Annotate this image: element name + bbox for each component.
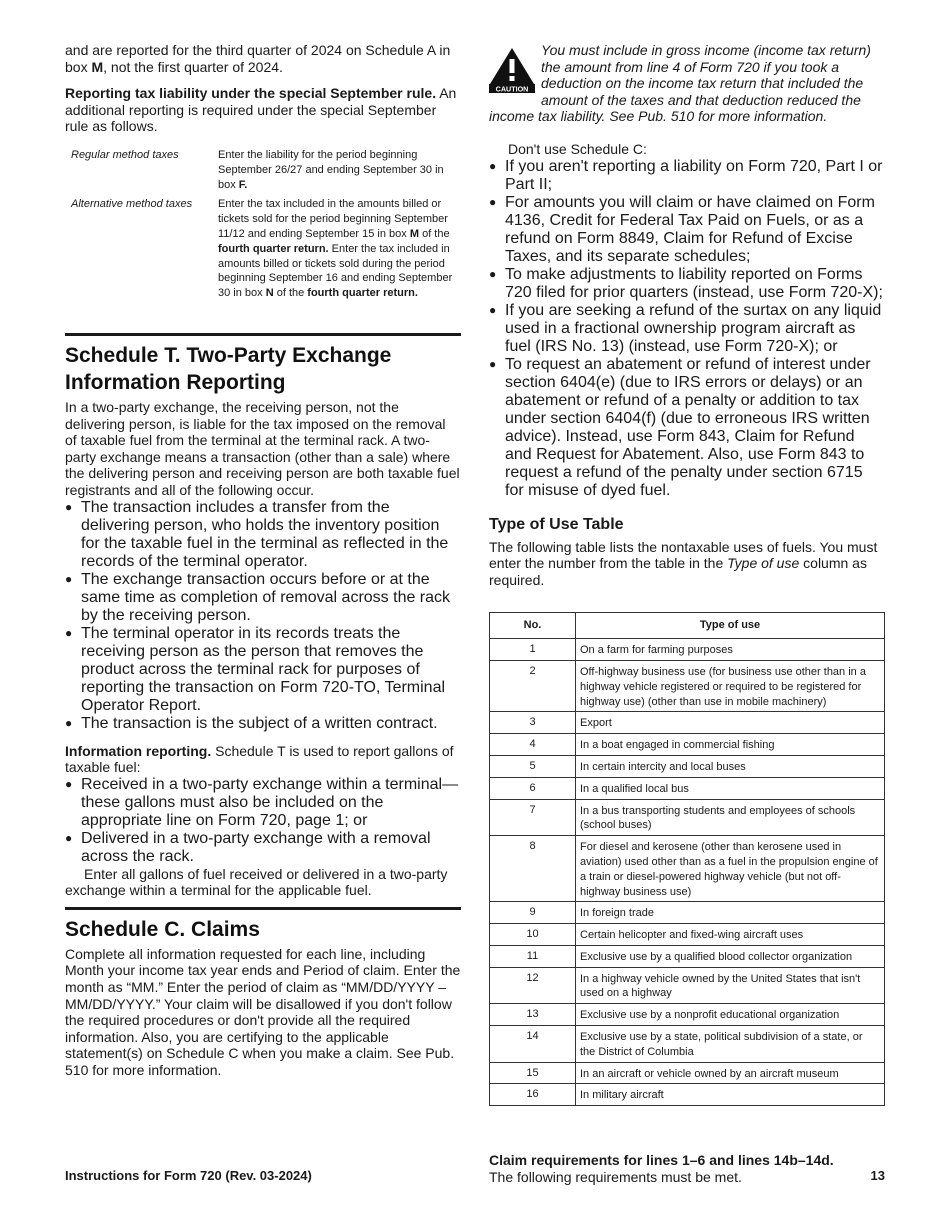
type-of-use-paragraph: The following table lists the nontaxable uses of fuels. You must enter the number from the table in the Type of use column as required. bbox=[489, 538, 878, 588]
intro-paragraph: and are reported for the third quarter of 2024 on Schedule A in box M, not the first quarter of 2024. bbox=[65, 42, 451, 75]
schedule-c-section bbox=[65, 907, 461, 1079]
use-description-cell: In certain intercity and local buses bbox=[576, 755, 885, 777]
use-description-cell: In a qualified local bus bbox=[576, 777, 885, 799]
use-number-cell: 2 bbox=[490, 660, 576, 711]
use-number-cell: 15 bbox=[490, 1062, 576, 1084]
list-item: ● To make adjustments to liability reported on Forms 720 filed for prior quarters (instead, use Form 720-X); bbox=[489, 265, 883, 301]
list-item: ● The exchange transaction occurs before or at the same time as completion of removal across the rack by the receiving person. bbox=[65, 570, 451, 624]
list-item: ● If you aren't reporting a liability on Form 720, Part I or Part II; bbox=[489, 157, 883, 193]
information-reporting-paragraph: Information reporting. Schedule T is used to report gallons of taxable fuel: bbox=[65, 742, 454, 776]
schedule-c-paragraph: Complete all information requested for each line, including Month your income tax year ends and Period of claim. Enter the month as “MM.” Enter the period of claim as “MM/DD/YYYY – MM/DD/YYYY.” Your claim will be disallowed if you don't follow the required procedures or don't provide all the required information. Also, you are certifying to the applicable statement(s) on Schedule C when you make a claim. See Pub. 510 for more information. bbox=[65, 945, 461, 1079]
use-number-cell: 11 bbox=[490, 945, 576, 967]
table-row bbox=[490, 712, 885, 734]
use-description-cell: In a boat engaged in commercial fishing bbox=[576, 734, 885, 756]
table-row bbox=[490, 660, 885, 711]
schedule-t-title: Schedule T. Two-Party Exchange Information Reporting bbox=[65, 343, 392, 394]
list-item: ● The transaction includes a transfer from the delivering person, who holds the inventory position for the taxable fuel in the terminal as reflected in the records of the terminal operator. bbox=[65, 498, 449, 570]
use-number-cell: 16 bbox=[490, 1084, 576, 1106]
use-description-cell: In an aircraft or vehicle owned by an aircraft museum bbox=[576, 1062, 885, 1084]
table-row bbox=[490, 639, 885, 661]
left-column bbox=[65, 42, 461, 1079]
use-number-cell: 4 bbox=[490, 734, 576, 756]
claim-requirements-paragraph: Claim requirements for lines 1–6 and lines 14b–14d. The following requirements must be met. bbox=[489, 1152, 834, 1185]
use-description-cell: Exclusive use by a nonprofit educational organization bbox=[576, 1004, 885, 1026]
september-rule-heading: Reporting tax liability under the special September rule. bbox=[65, 85, 437, 102]
column-header-no: No. bbox=[490, 613, 576, 639]
use-description-cell: On a farm for farming purposes bbox=[576, 639, 885, 661]
use-description-cell: In a bus transporting students and employees of schools (school buses) bbox=[576, 799, 885, 836]
schedule-t-section bbox=[65, 333, 461, 899]
use-number-cell: 7 bbox=[490, 799, 576, 836]
use-description-cell: Exclusive use by a state, political subdivision of a state, or the District of Columbia bbox=[576, 1026, 885, 1063]
caution-icon bbox=[489, 47, 535, 93]
table-row bbox=[490, 1084, 885, 1106]
use-number-cell: 12 bbox=[490, 967, 576, 1004]
use-description-cell: Export bbox=[576, 712, 885, 734]
use-number-cell: 5 bbox=[490, 755, 576, 777]
table-row bbox=[490, 1004, 885, 1026]
table-row bbox=[490, 1026, 885, 1063]
september-rule-paragraph: Reporting tax liability under the special September rule. An additional reporting is required under the special September rule as follows. bbox=[65, 85, 457, 135]
use-description-cell: In foreign trade bbox=[576, 902, 885, 924]
rule-row-regular: Regular method taxes Enter the liability for the period beginning September 26/27 and ending September 30 in box F. bbox=[71, 148, 444, 191]
use-description-cell: Certain helicopter and fixed-wing aircraft uses bbox=[576, 924, 885, 946]
list-item: ● Received in a two-party exchange within a terminal—these gallons must also be included on the appropriate line on Form 720, page 1; or bbox=[65, 775, 459, 829]
list-item: ● If you are seeking a refund of the surtax on any liquid used in a fractional ownership program aircraft as fuel (IRS No. 13) (instead, use Form 720-X); or bbox=[489, 301, 882, 355]
footer-title: Instructions for Form 720 (Rev. 03-2024) bbox=[65, 1168, 312, 1183]
type-of-use-title: Type of Use Table bbox=[489, 515, 624, 533]
use-number-cell: 9 bbox=[490, 902, 576, 924]
use-number-cell: 1 bbox=[490, 639, 576, 661]
rule-row-alternative: Alternative method taxes Enter the tax included in the amounts billed or tickets sold for the period beginning September 11/12 and ending September 15 in box M of the fourth quarter return. Enter the tax included in amounts billed or tickets sold during the period beginning September 16 and ending September 30 in box N of the fourth quarter return. bbox=[71, 198, 453, 300]
list-item: ● The terminal operator in its records treats the receiving person as the person that removes the product across the terminal rack for purposes of reporting the transaction on Form 720-TO, Terminal Operator Report. bbox=[65, 624, 446, 714]
use-number-cell: 8 bbox=[490, 836, 576, 902]
caution-text: You must include in gross income (income tax return) the amount from line 4 of Form 720 if you took a deduction on the income tax return that included the amount of the taxes and that deduction reduced the income tax liability. See Pub. 510 for more information. bbox=[489, 42, 871, 125]
page-number: 13 bbox=[870, 1168, 885, 1183]
enter-gallons-paragraph: Enter all gallons of fuel received or delivered in a two-party exchange within a terminal for the applicable fuel. bbox=[65, 865, 448, 899]
use-number-cell: 13 bbox=[490, 1004, 576, 1026]
table-row bbox=[490, 799, 885, 836]
page-footer bbox=[65, 1168, 885, 1183]
list-item: ● To request an abatement or refund of interest under section 6404(e) (due to IRS errors or delays) or an abatement or refund of a penalty or addition to tax under section 6404(f) (due to erroneous IRS written advice). Instead, use Form 843, Claim for Refund and Request for Abatement. Also, use Form 843 to request a refund of the penalty under section 6715 for misuse of dyed fuel. bbox=[489, 355, 871, 499]
use-number-cell: 6 bbox=[490, 777, 576, 799]
list-item: ● The transaction is the subject of a written contract. bbox=[65, 714, 438, 732]
schedule-c-title: Schedule C. Claims bbox=[65, 917, 260, 941]
table-row bbox=[490, 734, 885, 756]
table-row bbox=[490, 755, 885, 777]
table-row bbox=[490, 924, 885, 946]
table-row bbox=[490, 902, 885, 924]
table-row bbox=[490, 836, 885, 902]
caution-box bbox=[489, 42, 885, 125]
use-description-cell: Exclusive use by a qualified blood collector organization bbox=[576, 945, 885, 967]
table-row bbox=[490, 967, 885, 1004]
use-number-cell: 10 bbox=[490, 924, 576, 946]
table-row bbox=[490, 1062, 885, 1084]
use-number-cell: 14 bbox=[490, 1026, 576, 1063]
table-row bbox=[490, 945, 885, 967]
svg-text:CAUTION: CAUTION bbox=[495, 84, 529, 93]
list-item: ● Delivered in a two-party exchange with a removal across the rack. bbox=[65, 829, 431, 865]
september-rule-table bbox=[65, 148, 461, 301]
use-description-cell: For diesel and kerosene (other than kerosene used in aviation) used other than as a fuel in the propulsion engine of a train or diesel-powered highway vehicle (but not off-highway business use) bbox=[576, 836, 885, 902]
type-of-use-table bbox=[489, 612, 885, 1106]
table-header-row bbox=[490, 613, 885, 639]
use-description-cell: Off-highway business use (for business use other than in a highway vehicle registered or required to be registered for highway use) (other than use in mobile machinery) bbox=[576, 660, 885, 711]
use-description-cell: In military aircraft bbox=[576, 1084, 885, 1106]
column-header-type: Type of use bbox=[576, 613, 885, 639]
use-number-cell: 3 bbox=[490, 712, 576, 734]
right-column bbox=[489, 42, 885, 1185]
use-description-cell: In a highway vehicle owned by the United States that isn't used on a highway bbox=[576, 967, 885, 1004]
dont-use-heading: Don't use Schedule C: bbox=[508, 140, 647, 157]
list-item: ● For amounts you will claim or have claimed on Form 4136, Credit for Federal Tax Paid on Fuels, or as a refund on Form 8849, Claim for Refund of Excise Taxes, and its separate schedules; bbox=[489, 193, 875, 265]
table-row bbox=[490, 777, 885, 799]
schedule-t-paragraph: In a two-party exchange, the receiving person, not the delivering person, is liable for the tax imposed on the removal of taxable fuel from the terminal at the terminal rack. A two-party exchange means a transaction (other than a sale) where the delivering person and receiving person are both taxable fuel registrants and all of the following occur. bbox=[65, 398, 460, 498]
